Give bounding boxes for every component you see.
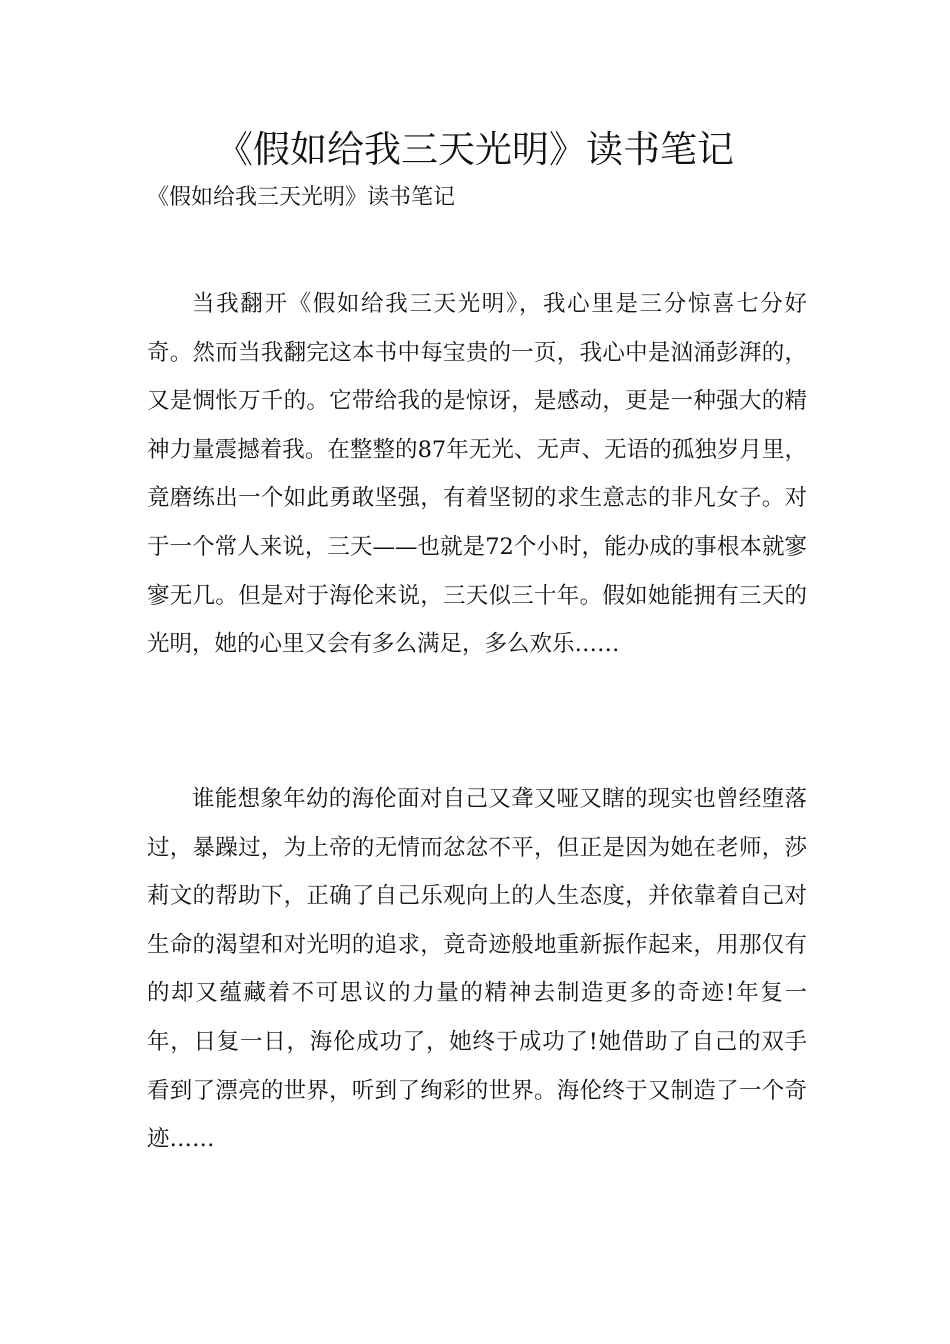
document-title: 《假如给我三天光明》读书笔记 <box>216 128 734 171</box>
body-paragraph: 当我翻开《假如给我三天光明》，我心里是三分惊喜七分好奇。然而当我翻完这本书中每宝贵的一页，我心中是汹涌彭湃的，又是惆怅万千的。它带给我的是惊讶，是感动，更是一种强大的精神力量震撼着我。在整整的87年无光、无声、无语的孤独岁月里，竟磨练出一个如此勇敢坚强，有着坚韧的求生意志的非凡女子。对于一个常人来说，三天——也就是72个小时，能办成的事根本就寥寥无几。但是对于海伦来说，三天似三十年。假如她能拥有三天的光明，她的心里又会有多么满足，多么欢乐…… <box>147 291 807 658</box>
body-paragraph: 谁能想象年幼的海伦面对自己又聋又哑又瞎的现实也曾经堕落过，暴躁过，为上帝的无情而忿忿不平，但正是因为她在老师，莎莉文的帮助下，正确了自己乐观向上的人生态度，并依靠着自己对生命的渴望和对光明的追求，竟奇迹般地重新振作起来，用那仅有的却又蕴藏着不可思议的力量的精神去制造更多的奇迹!年复一年，日复一日，海伦成功了，她终于成功了!她借助了自己的双手看到了漂亮的世界，听到了绚彩的世界。海伦终于又制造了一个奇迹…… <box>147 786 807 1153</box>
document-subtitle: 《假如给我三天光明》读书笔记 <box>147 185 456 210</box>
